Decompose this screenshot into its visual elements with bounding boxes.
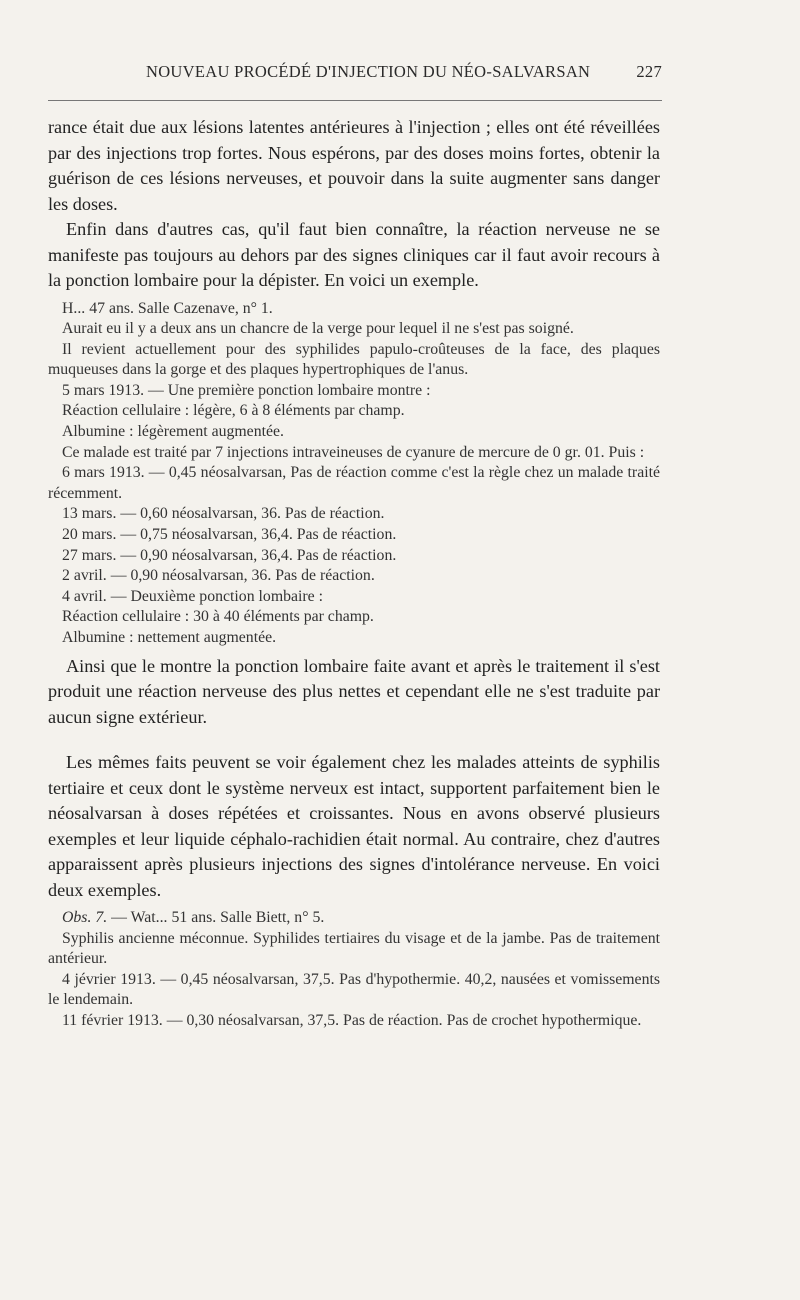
case-line: 27 mars. — 0,90 néosalvarsan, 36,4. Pas de réaction.: [62, 546, 397, 564]
case-line: 20 mars. — 0,75 néosalvarsan, 36,4. Pas de réaction.: [62, 526, 397, 544]
header-rule: [48, 100, 662, 101]
page-number: 227: [636, 62, 662, 81]
paragraph: Enfin dans d'autres cas, qu'il faut bien connaître, la réaction nerveuse ne se manifeste pas toujours au dehors par des signes cliniques car il faut avoir recours à la ponction lombaire pour la dépister. En voici un exemple.: [48, 219, 660, 290]
case-line: 4 avril. — Deuxième ponction lombaire :: [62, 587, 324, 605]
case-line: Il revient actuellement pour des syphilides papulo-croûteuses de la face, des plaques muqueuses dans la gorge et des plaques hypertrophiques de l'anus.: [48, 340, 660, 379]
observation-heading: [48, 908, 660, 929]
case-report-2: [48, 908, 660, 1032]
case-line: Réaction cellulaire : 30 à 40 éléments par champ.: [62, 608, 374, 626]
case-line: 4 jévrier 1913. — 0,45 néosalvarsan, 37,5. Pas d'hypothermie. 40,2, nausées et vomissements le lendemain.: [48, 970, 660, 1009]
running-title: NOUVEAU PROCÉDÉ D'INJECTION DU NÉO-SALVARSAN: [146, 62, 591, 81]
case-line: 13 mars. — 0,60 néosalvarsan, 36. Pas de réaction.: [62, 505, 385, 523]
case-line: 11 février 1913. — 0,30 néosalvarsan, 37,5. Pas de réaction. Pas de crochet hypothermique.: [62, 1012, 642, 1030]
case-line: 5 mars 1913. — Une première ponction lombaire montre :: [62, 381, 431, 399]
page-body: [48, 115, 660, 1037]
paragraph-gap: [48, 730, 660, 750]
case-line: Albumine : nettement augmentée.: [62, 629, 277, 646]
case-line: 6 mars 1913. — 0,45 néosalvarsan, Pas de réaction comme c'est la règle chez un malade traité récemment.: [48, 464, 660, 502]
section-3: [48, 750, 660, 903]
section-1: [48, 115, 660, 294]
case-line: Réaction cellulaire : légère, 6 à 8 éléments par champ.: [62, 402, 405, 420]
paragraph: rance était due aux lésions latentes antérieures à l'injection ; elles ont été réveillées par des injections trop fortes. Nous espérons, par des doses moins fortes, obtenir la guérison de ces lésions nerveuses, et pouvoir dans la suite augmenter sans danger les doses.: [48, 117, 660, 214]
section-2: [48, 654, 660, 731]
paragraph: Ainsi que le montre la ponction lombaire faite avant et après le traitement il s'est produit une réaction nerveuse des plus nettes et cependant elle ne s'est traduite par aucun signe extérieur.: [48, 655, 660, 727]
case-line: H... 47 ans. Salle Cazenave, n° 1.: [62, 299, 273, 317]
case-line: Aurait eu il y a deux ans un chancre de la verge pour lequel il ne s'est pas soigné.: [62, 320, 574, 338]
case-line: Syphilis ancienne méconnue. Syphilides tertiaires du visage et de la jambe. Pas de traitement antérieur.: [48, 929, 660, 968]
case-line: Albumine : légèrement augmentée.: [62, 423, 284, 441]
paragraph: Les mêmes faits peuvent se voir également chez les malades atteints de syphilis tertiaire et ceux dont le système nerveux est intact, supportent parfaitement bien le néosalvarsan à doses répétées et croissantes. Nous en avons observé plusieurs exemples et leur liquide céphalo-rachidien était normal. Au contraire, chez d'autres apparaissent après plusieurs injections des signes d'intolérance nerveuse. En voici deux exemples.: [48, 752, 660, 900]
observation-label: Obs. 7.: [62, 909, 108, 927]
case-line: 2 avril. — 0,90 néosalvarsan, 36. Pas de réaction.: [62, 567, 375, 585]
observation-patient: — Wat... 51 ans. Salle Biett, n° 5.: [107, 909, 325, 927]
case-report-1: [48, 299, 660, 649]
case-line: Ce malade est traité par 7 injections intraveineuses de cyanure de mercure de 0 gr. 01. Puis :: [62, 443, 645, 461]
